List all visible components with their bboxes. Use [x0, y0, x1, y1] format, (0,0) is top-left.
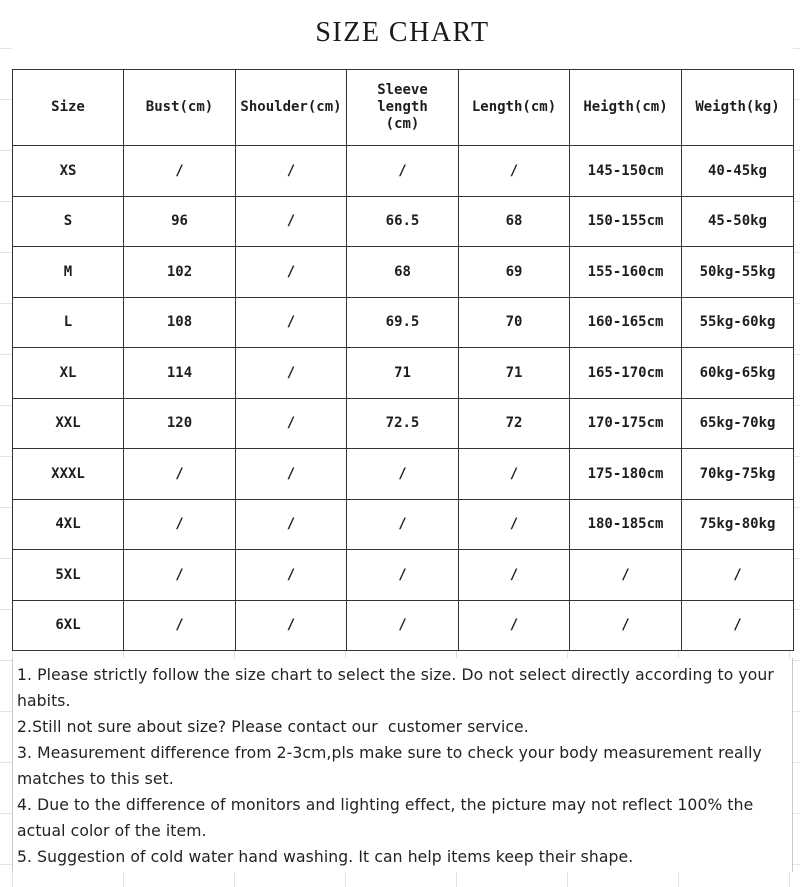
- table-row: [13, 247, 794, 298]
- cell-sleeve-length: /: [347, 449, 459, 500]
- cell-length: /: [459, 449, 570, 500]
- header-weight: Weigth(kg): [682, 70, 794, 146]
- cell-weight: 70kg-75kg: [682, 449, 794, 500]
- cell-shoulder: /: [236, 247, 347, 298]
- cell-length: 70: [459, 297, 570, 348]
- table-row: [13, 196, 794, 247]
- cell-length: 68: [459, 196, 570, 247]
- cell-shoulder: /: [236, 196, 347, 247]
- cell-size: XS: [13, 146, 124, 197]
- cell-weight: 60kg-65kg: [682, 348, 794, 399]
- cell-bust: 108: [124, 297, 236, 348]
- note-2: 2.Still not sure about size? Please contact our customer service.: [17, 718, 529, 736]
- table-row: [13, 600, 794, 651]
- cell-length: 71: [459, 348, 570, 399]
- cell-bust: /: [124, 449, 236, 500]
- cell-shoulder: /: [236, 146, 347, 197]
- cell-sleeve-length: 72.5: [347, 398, 459, 449]
- cell-size: 4XL: [13, 499, 124, 550]
- note-1: 1. Please strictly follow the size chart to select the size. Do not select directly according to your habits.: [17, 666, 779, 710]
- cell-length: /: [459, 499, 570, 550]
- cell-bust: 120: [124, 398, 236, 449]
- cell-length: 72: [459, 398, 570, 449]
- cell-shoulder: /: [236, 398, 347, 449]
- cell-weight: /: [682, 600, 794, 651]
- cell-sleeve-length: 68: [347, 247, 459, 298]
- cell-sleeve-length: 66.5: [347, 196, 459, 247]
- cell-shoulder: /: [236, 449, 347, 500]
- page-title: SIZE CHART: [315, 17, 490, 48]
- cell-bust: 114: [124, 348, 236, 399]
- cell-weight: 55kg-60kg: [682, 297, 794, 348]
- cell-sleeve-length: /: [347, 550, 459, 601]
- cell-bust: /: [124, 499, 236, 550]
- table-row: [13, 297, 794, 348]
- table-header-row: [13, 70, 794, 146]
- header-sleeve-length: Sleeve length (cm): [347, 70, 459, 146]
- size-notes: [12, 658, 793, 872]
- table-row: [13, 550, 794, 601]
- cell-shoulder: /: [236, 499, 347, 550]
- cell-height: 160-165cm: [570, 297, 682, 348]
- cell-sleeve-length: 71: [347, 348, 459, 399]
- cell-height: 175-180cm: [570, 449, 682, 500]
- note-4: 4. Due to the difference of monitors and lighting effect, the picture may not reflect 100% the actual color of the item.: [17, 796, 759, 840]
- cell-bust: /: [124, 146, 236, 197]
- cell-height: 150-155cm: [570, 196, 682, 247]
- cell-bust: /: [124, 600, 236, 651]
- cell-sleeve-length: /: [347, 499, 459, 550]
- header-bust: Bust(cm): [124, 70, 236, 146]
- cell-sleeve-length: 69.5: [347, 297, 459, 348]
- cell-shoulder: /: [236, 348, 347, 399]
- cell-height: /: [570, 600, 682, 651]
- header-length: Length(cm): [459, 70, 570, 146]
- note-3: 3. Measurement difference from 2-3cm,pls make sure to check your body measurement really matches to this set.: [17, 744, 767, 788]
- cell-bust: 102: [124, 247, 236, 298]
- cell-shoulder: /: [236, 600, 347, 651]
- table-row: [13, 398, 794, 449]
- table-row: [13, 499, 794, 550]
- cell-bust: 96: [124, 196, 236, 247]
- cell-height: 155-160cm: [570, 247, 682, 298]
- cell-size: S: [13, 196, 124, 247]
- header-height: Heigth(cm): [570, 70, 682, 146]
- cell-size: XXL: [13, 398, 124, 449]
- cell-height: 145-150cm: [570, 146, 682, 197]
- cell-size: 6XL: [13, 600, 124, 651]
- cell-length: /: [459, 146, 570, 197]
- cell-size: L: [13, 297, 124, 348]
- cell-weight: 45-50kg: [682, 196, 794, 247]
- note-5: 5. Suggestion of cold water hand washing. It can help items keep their shape.: [17, 848, 634, 866]
- cell-length: /: [459, 550, 570, 601]
- size-chart-table: [12, 69, 794, 651]
- cell-size: M: [13, 247, 124, 298]
- table-row: [13, 146, 794, 197]
- cell-bust: /: [124, 550, 236, 601]
- cell-height: 180-185cm: [570, 499, 682, 550]
- title-band: [12, 0, 793, 69]
- cell-shoulder: /: [236, 550, 347, 601]
- cell-weight: 65kg-70kg: [682, 398, 794, 449]
- header-shoulder: Shoulder(cm): [236, 70, 347, 146]
- cell-height: 170-175cm: [570, 398, 682, 449]
- cell-size: XXXL: [13, 449, 124, 500]
- cell-weight: /: [682, 550, 794, 601]
- table-row: [13, 449, 794, 500]
- cell-weight: 40-45kg: [682, 146, 794, 197]
- cell-height: /: [570, 550, 682, 601]
- table-row: [13, 348, 794, 399]
- cell-size: 5XL: [13, 550, 124, 601]
- cell-sleeve-length: /: [347, 600, 459, 651]
- cell-height: 165-170cm: [570, 348, 682, 399]
- cell-shoulder: /: [236, 297, 347, 348]
- cell-weight: 50kg-55kg: [682, 247, 794, 298]
- cell-length: 69: [459, 247, 570, 298]
- cell-weight: 75kg-80kg: [682, 499, 794, 550]
- cell-length: /: [459, 600, 570, 651]
- cell-sleeve-length: /: [347, 146, 459, 197]
- header-size: Size: [13, 70, 124, 146]
- cell-size: XL: [13, 348, 124, 399]
